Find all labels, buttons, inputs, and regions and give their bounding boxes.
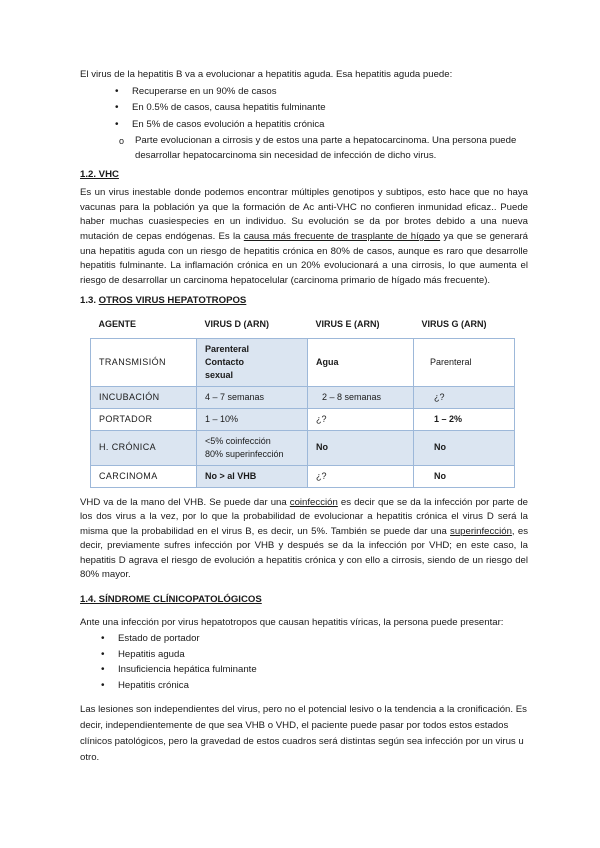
- table-row: [91, 430, 515, 465]
- table-cell: ¿?: [414, 386, 515, 408]
- table-cell: No: [414, 465, 515, 487]
- table-row: [91, 465, 515, 487]
- table-cell: No: [308, 430, 414, 465]
- list-item: • En 5% de casos evolución a hepatitis crónica: [132, 118, 528, 133]
- table-cell: No: [414, 430, 515, 465]
- table-row: [91, 386, 515, 408]
- table-cell: 2 – 8 semanas: [308, 386, 414, 408]
- section-heading-otros: 1.3. OTROS VIRUS HEPATOTROPOS: [80, 295, 247, 307]
- row-label: PORTADOR: [91, 408, 197, 430]
- underlined-phrase: causa más frecuente de trasplante de hígado: [243, 230, 441, 242]
- intro-paragraph: El virus de la hepatitis B va a evolucionar a hepatitis aguda. Esa hepatitis aguda puede:: [80, 69, 453, 80]
- list-item: • Hepatitis crónica: [118, 679, 528, 694]
- list-item: • En 0.5% de casos, causa hepatitis fulminante: [132, 101, 528, 116]
- hbv-outcome-list: [80, 85, 528, 133]
- table-header: AGENTE: [91, 313, 197, 338]
- list-item: o Parte evolucionan a cirrosis y de estos una parte a hepatocarcinoma. Una persona puede desarrollar hepatocarcinoma sin necesidad de infección de dicho virus.: [135, 134, 528, 163]
- vhd-paragraph: VHD va de la mano del VHB. Se puede dar una coinfección es decir que se da la infección por parte de los dos virus a la vez, por lo que la probabilidad de evolucionar a hepatitis crónica el virus D será la misma que la probabilidad en el virus B, es decir, un 5%. También se puede dar una superinfección, es decir, previamente sufres infección por VHB y después se da la infección por VHD; en este caso, la hepatitis D agrava el riesgo de evolución a hepatitis crónica y con ello a cirrosis, siendo de un riesgo del 80% mayor.: [80, 496, 528, 581]
- row-label: CARCINOMA: [91, 465, 197, 487]
- hepatotropic-virus-table: [90, 313, 515, 488]
- list-item: • Insuficiencia hepática fulminante: [118, 663, 528, 678]
- table-cell: 1 – 10%: [197, 408, 308, 430]
- section-heading-vhc: 1.2. VHC: [80, 168, 119, 180]
- row-label: TRANSMISIÓN: [91, 338, 197, 386]
- table-row: [91, 408, 515, 430]
- syndrome-list: [80, 632, 528, 693]
- vhc-paragraph: Es un virus inestable donde podemos encontrar múltiples genotipos y subtipos, esto hace que no haya vacunas para la población ya que la formación de Ac anti-VHC no confieren inmunidad eficaz.. Puede haber muchas cuasiespecies en un individuo. Su evolución se da por brotes debido a una nueva mutación de cepas endógenas. Es la causa más frecuente de trasplante de hígado ya que se generará una hepatitis aguda con un riesgo de hepatitis crónica en 80% de casos, aunque es raro que desarrolle hepatitis fulminante. La inflamación crónica en un 20% evolucionará a una cirrosis, lo que aumenta el riesgo de desarrollar un carcinoma hepatocelular (carcinoma primario de hígado más frecuente).: [80, 187, 528, 286]
- hbv-sub-list: [80, 134, 528, 163]
- document-page: [80, 68, 528, 766]
- list-item: • Hepatitis aguda: [118, 648, 528, 663]
- table-header: VIRUS G (ARN): [414, 313, 515, 338]
- closing-paragraph: Las lesiones son independientes del virus, pero no el potencial lesivo o la tendencia a la cronificación. Es decir, independientemente de que sea VHB o VHD, el paciente puede pasar por todos estos estados clínicos patológicos, pero la gravedad de estos cuadros será distintas según sea infección por un virus u otro.: [80, 703, 527, 763]
- table-cell: <5% coinfección 80% superinfección: [197, 430, 308, 465]
- table-cell: 4 – 7 semanas: [197, 386, 308, 408]
- table-cell: ¿?: [308, 408, 414, 430]
- table-cell: Parenteral: [414, 338, 515, 386]
- table-cell: ¿?: [308, 465, 414, 487]
- section-heading-sindrome: 1.4. SÍNDROME CLÍNICOPATOLÓGICOS: [80, 594, 262, 606]
- table-header: VIRUS D (ARN): [197, 313, 308, 338]
- sindrome-intro: Ante una infección por virus hepatotropos que causan hepatitis víricas, la persona puede presentar:: [80, 616, 504, 628]
- table-row: [91, 338, 515, 386]
- table-cell: No > al VHB: [197, 465, 308, 487]
- underlined-term: coinfección: [289, 496, 338, 508]
- table-header: VIRUS E (ARN): [308, 313, 414, 338]
- row-label: H. CRÓNICA: [91, 430, 197, 465]
- list-item: • Recuperarse en un 90% de casos: [132, 85, 528, 100]
- table-cell: 1 – 2%: [414, 408, 515, 430]
- list-item: • Estado de portador: [118, 632, 528, 647]
- row-label: INCUBACIÓN: [91, 386, 197, 408]
- table-cell: Parenteral Contacto sexual: [197, 338, 308, 386]
- table-cell: Agua: [308, 338, 414, 386]
- underlined-term: superinfección: [450, 525, 512, 537]
